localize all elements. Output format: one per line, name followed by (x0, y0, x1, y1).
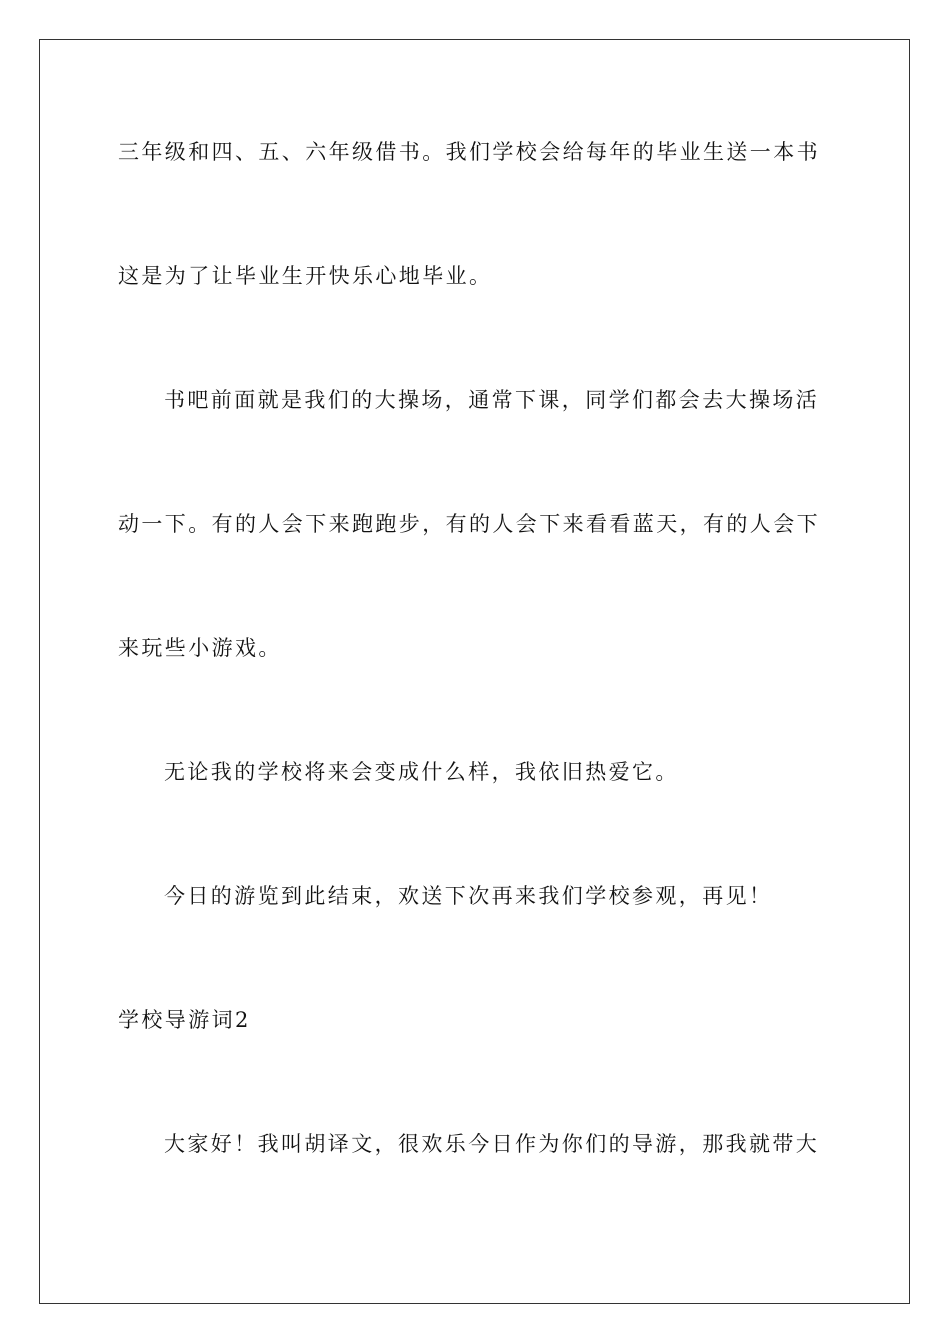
paragraph-start-line: 书吧前面就是我们的大操场，通常下课，同学们都会去大操场活 (164, 388, 820, 412)
text-line: 三年级和四、五、六年级借书。我们学校会给每年的毕业生送一本书 (118, 140, 820, 164)
text-line: 来玩些小游戏。 (118, 636, 282, 660)
paragraph-start-line: 今日的游览到此结束，欢送下次再来我们学校参观，再见！ (164, 884, 773, 908)
paragraph-start-line: 无论我的学校将来会变成什么样，我依旧热爱它。 (164, 760, 679, 784)
text-line: 这是为了让毕业生开快乐心地毕业。 (118, 264, 493, 288)
paragraph-start-line: 大家好！我叫胡译文，很欢乐今日作为你们的导游，那我就带大 (164, 1132, 820, 1156)
text-line: 动一下。有的人会下来跑跑步，有的人会下来看看蓝天，有的人会下 (118, 512, 820, 536)
section-heading: 学校导游词2 (118, 1008, 251, 1032)
page-border (39, 39, 910, 1304)
